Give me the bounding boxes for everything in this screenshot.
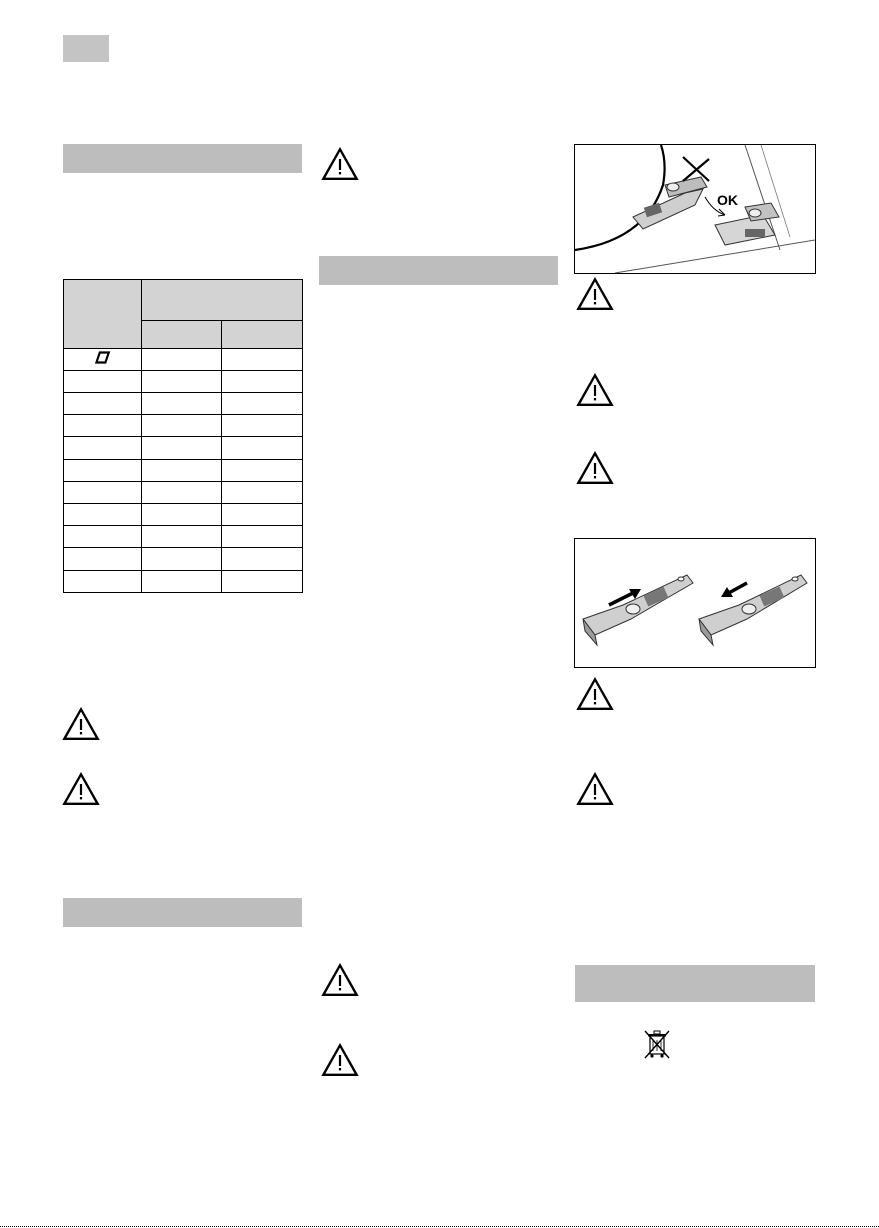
table-subheader-1 (142, 321, 222, 348)
warning-triangle-icon (576, 451, 614, 485)
table-row (64, 548, 303, 570)
table-row (64, 504, 303, 526)
warning-triangle-icon (321, 1043, 359, 1077)
section-heading-bar-3 (63, 898, 302, 927)
page-bottom-edge (0, 1226, 879, 1227)
crossed-out-bin-icon (642, 1028, 672, 1060)
table-subheader-2 (222, 321, 303, 348)
language-tab (63, 35, 109, 62)
warning-triangle-icon (62, 707, 100, 741)
blade-slide-illustration (575, 539, 815, 667)
table-row (64, 415, 303, 437)
warning-triangle-icon (576, 772, 614, 806)
segment-zero-icon (94, 351, 112, 364)
ok-label: OK (717, 192, 738, 208)
section-heading-bar-4 (575, 965, 815, 1002)
figure-blade-slide (574, 538, 816, 668)
warning-triangle-icon (576, 373, 614, 407)
table-row (64, 348, 303, 370)
table-row (64, 526, 303, 548)
section-heading-bar-1 (63, 144, 302, 173)
table-header-right (142, 280, 303, 321)
warning-triangle-icon (576, 677, 614, 711)
warning-triangle-icon (321, 147, 359, 181)
table-row (64, 481, 303, 503)
scraper-angle-illustration (575, 145, 815, 273)
table-cell-symbol (64, 348, 142, 370)
table-header-left (64, 280, 142, 349)
settings-table (63, 279, 303, 593)
section-heading-bar-2 (319, 256, 558, 285)
table-row (64, 370, 303, 392)
warning-triangle-icon (321, 963, 359, 997)
table-row (64, 437, 303, 459)
figure-scraper-angle (574, 144, 816, 274)
table-row (64, 393, 303, 415)
table-row (64, 459, 303, 481)
warning-triangle-icon (62, 772, 100, 806)
table-row (64, 570, 303, 592)
warning-triangle-icon (576, 277, 614, 311)
